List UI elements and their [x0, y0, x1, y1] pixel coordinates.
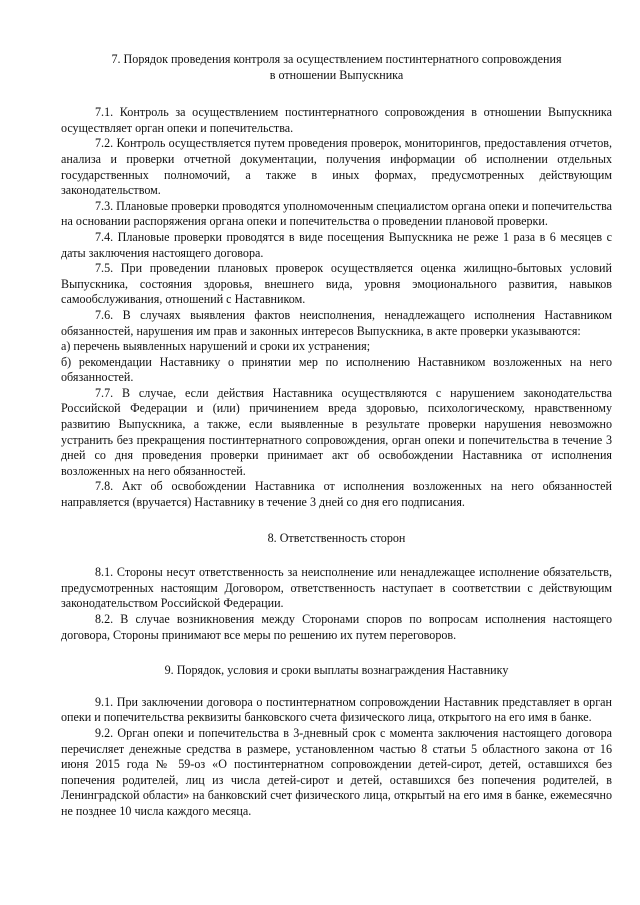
- clause-7-5: 7.5. При проведении плановых проверок осуществляется оценка жилищно-бытовых условий Выпускника, состояния здоровья, внешнего вида, уровня эмоционального развития, навыков самообслуживания, отношений с Наставником.: [61, 261, 612, 307]
- clause-7-2: 7.2. Контроль осуществляется путем проведения проверок, мониторингов, предоставления отчетов, анализа и проверки отчетной документации, получения информации об исполнении отдельных государственных полномочий, а также в иных формах, предусмотренных действующим законодательством.: [61, 136, 612, 198]
- section-7-heading-line-2: в отношении Выпускника: [269, 67, 404, 82]
- clause-9-2: 9.2. Орган опеки и попечительства в 3-дневный срок с момента заключения настоящего договора перечисляет денежные средства в размере, установленном частью 8 статьи 5 областного закона от 16 июня 2015 года № 59-оз «О постинтернатном сопровождении детей-сирот, детей, оставшихся без попечения родителей, лиц из числа детей-сирот и детей, оставшихся без попечения родителей, в Ленинградской области» на банковский счет физического лица, открытый на его имя в банке, ежемесячно не позднее 10 числа каждого месяца.: [61, 725, 612, 818]
- clause-7-6-item-a: а) перечень выявленных нарушений и сроки их устранения;: [61, 339, 371, 354]
- clause-7-3: 7.3. Плановые проверки проводятся уполномоченным специалистом органа опеки и попечительства на основании распоряжения органа опеки и попечительства о проведении плановой проверки.: [61, 198, 612, 229]
- clause-7-7: 7.7. В случае, если действия Наставника осуществляются с нарушением законодательства Российской Федерации и (или) причинением вреда здоровью, психологическому, нравственному развитию Выпускника, а также, если выявленные в результате проверки нарушения невозможно устранить без прекращения постинтернатного сопровождения, орган опеки и попечительства в течение 3 дней со дня проведения проверки принимает акт об освобождении Наставника от исполнения возложенных на него обязанностей.: [61, 385, 612, 478]
- section-7-heading-line-1: 7. Порядок проведения контроля за осуществлением постинтернатного сопровождения: [111, 52, 562, 66]
- section-8-heading: 8. Ответственность сторон: [267, 530, 406, 545]
- clause-7-1: 7.1. Контроль за осуществлением постинтернатного сопровождения в отношении Выпускника осуществляет орган опеки и попечительства.: [61, 105, 612, 135]
- section-9-heading: 9. Порядок, условия и сроки выплаты вознаграждения Наставнику: [164, 663, 509, 678]
- clause-8-1: 8.1. Стороны несут ответственность за неисполнение или ненадлежащее исполнение обязательств, предусмотренных настоящим Договором, ответственность наступает в соответствии с действующим законодательством Российской Федерации.: [61, 565, 612, 611]
- clause-9-1: 9.1. При заключении договора о постинтернатном сопровождении Наставник представляет в орган опеки и попечительства реквизиты банковского счета физического лица, открытого на его имя в банке.: [61, 694, 612, 725]
- clause-7-8: 7.8. Акт об освобождении Наставника от исполнения возложенных на него обязанностей направляется (вручается) Наставнику в течение 3 дней со дня его подписания.: [61, 479, 612, 510]
- clause-7-6-item-b: б) рекомендации Наставнику о принятии мер по исполнению Наставником возложенных на него обязанностей.: [61, 354, 612, 385]
- clause-8-2: 8.2. В случае возникновения между Сторонами споров по вопросам исполнения настоящего договора, Стороны принимают все меры по решению их путем переговоров.: [61, 612, 612, 642]
- clause-7-6: 7.6. В случаях выявления фактов неисполнения, ненадлежащего исполнения Наставником обязанностей, нарушения им прав и законных интересов Выпускника, в акте проверки указываются:: [61, 307, 612, 338]
- clause-7-4: 7.4. Плановые проверки проводятся в виде посещения Выпускника не реже 1 раза в 6 месяцев с даты заключения настоящего договора.: [61, 229, 612, 260]
